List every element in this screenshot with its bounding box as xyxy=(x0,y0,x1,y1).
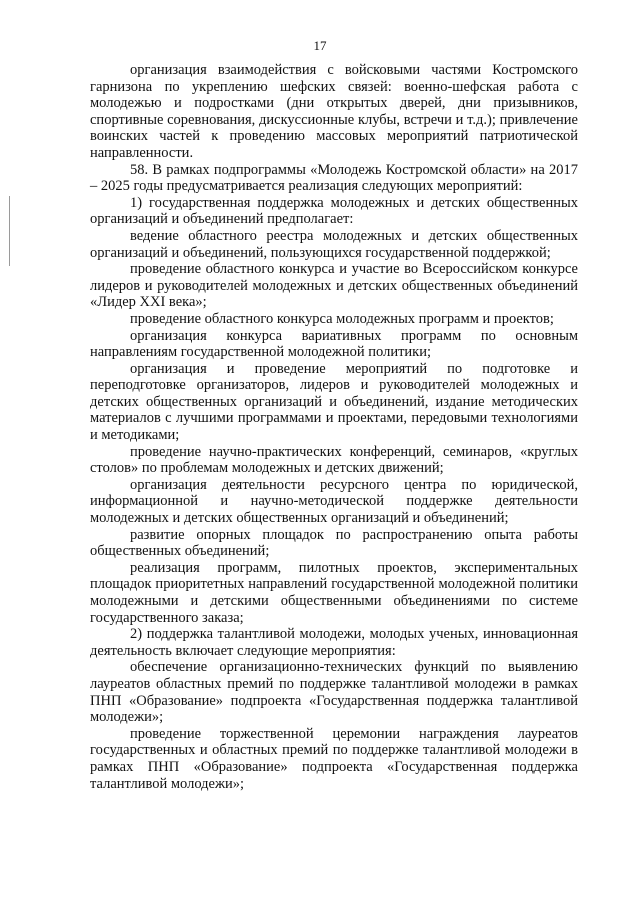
paragraph: организация деятельности ресурсного центра по юридической, информационной и научно-методической поддержке деятельности молодежных и детских общественных организаций и объединений; xyxy=(90,476,578,527)
paragraph: проведение областного конкурса молодежных программ и проектов; xyxy=(130,310,554,327)
paragraph: организация взаимодействия с войсковыми частями Костромского гарнизона по укреплению шефских связей: военно-шефская работа с молодежью и подростками (дни открытых дверей, дни призывников, спортивные соревнования, дискуссионные клубы, встречи и т.д.); привлечение воинских частей к проведению массовых мероприятий патриотической направленности. xyxy=(90,62,578,161)
paragraph: 1) государственная поддержка молодежных и детских общественных организаций и объединений предполагает: xyxy=(90,194,578,228)
page-number: 17 xyxy=(313,38,327,53)
paragraph: обеспечение организационно-технических функций по выявлению лауреатов областных премий по поддержке талантливой молодежи в рамках ПНП «Образование» подпроекта «Государственная поддержка талантливой молодежи»; xyxy=(90,659,578,726)
paragraph: 58. В рамках подпрограммы «Молодежь Костромской области» на 2017 – 2025 годы предусматривается реализация следующих мероприятий: xyxy=(90,161,578,195)
scan-margin-mark xyxy=(9,196,10,266)
paragraph: 2) поддержка талантливой молодежи, молодых ученых, инновационная деятельность включает следующие мероприятия: xyxy=(90,626,578,659)
paragraph: ведение областного реестра молодежных и детских общественных организаций и объединений, пользующихся государственной поддержкой; xyxy=(90,227,578,261)
paragraph: реализация программ, пилотных проектов, экспериментальных площадок приоритетных направлений государственной молодежной политики молодежными и детскими общественными объединениями по системе государственного заказа; xyxy=(90,559,578,626)
paragraph: проведение областного конкурса и участие во Всероссийском конкурсе лидеров и руководителей молодежных и детских общественных объединений «Лидер XXI века»; xyxy=(90,261,578,311)
paragraph: организация и проведение мероприятий по подготовке и переподготовке организаторов, лидеров и руководителей молодежных и детских общественных организаций и объединений, издание методических материалов с лучшими программами и проектами, передовыми технологиями и методиками; xyxy=(90,360,578,444)
paragraph: организация конкурса вариативных программ по основным направлениям государственной молодежной политики; xyxy=(90,327,578,361)
paragraph: проведение научно-практических конференций, семинаров, «круглых столов» по проблемам молодежных и детских движений; xyxy=(90,443,578,477)
paragraph: проведение торжественной церемонии награждения лауреатов государственных и областных премий по поддержке талантливой молодежи в рамках ПНП «Образование» подпроекта «Государственная поддержка талантливой молодежи»; xyxy=(90,725,578,792)
body-text xyxy=(90,62,578,792)
paragraph: развитие опорных площадок по распространению опыта работы общественных объединений; xyxy=(90,526,578,560)
